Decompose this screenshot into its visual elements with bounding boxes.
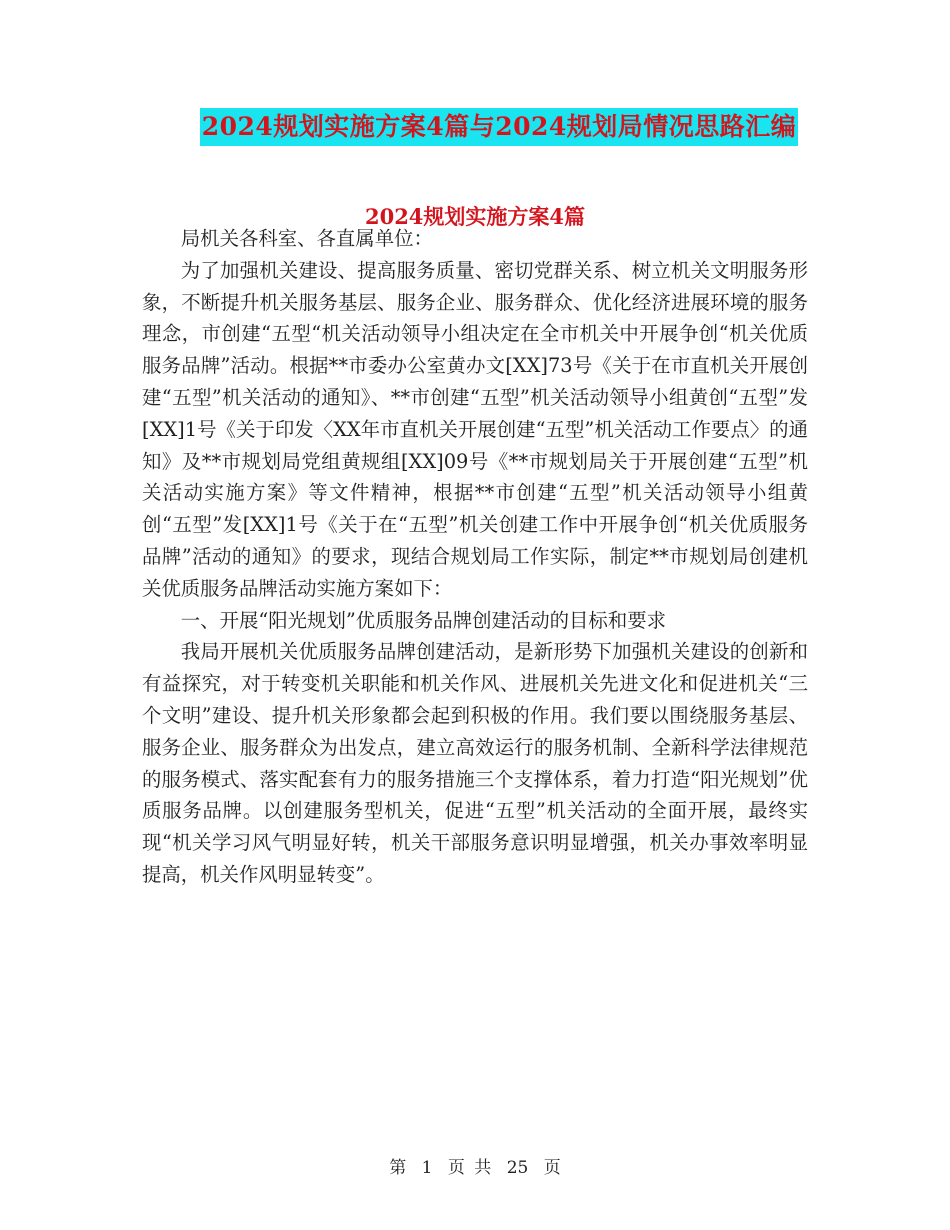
footer-suffix: 页: [543, 1158, 561, 1178]
salutation: 局机关各科室、各直属单位：: [180, 227, 433, 250]
main-title-container: [0, 108, 950, 146]
paragraph-intro: 为了加强机关建设、提高服务质量、密切党群关系、树立机关文明服务形象，不断提升机关服务基层、服务企业、服务群众、优化经济进展环境的服务理念，市创建“五型“机关活动领导小组决定在全市机关中开展争创“机关优质服务品牌”活动。根据**市委办公室黄办文[XX]73号《关于在市直机关开展创建“五型”机关活动的通知》、**市创建“五型”机关活动领导小组黄创“五型”发[XX]1号《关于印发〈XX年市直机关开展创建“五型”机关活动工作要点〉的通知》及**市规划局党组黄规组[XX]09号《**市规划局关于开展创建“五型”机关活动实施方案》等文件精神，根据**市创建“五型”机关活动领导小组黄创“五型”发[XX]1号《关于在“五型”机关创建工作中开展争创“机关优质服务品牌”活动的通知》的要求，现结合规划局工作实际，制定**市规划局创建机关优质服务品牌活动实施方案如下：: [142, 258, 808, 600]
page-footer: [0, 1153, 950, 1178]
section-title: 2024规划实施方案4篇: [364, 204, 586, 229]
footer-mid: 页 共: [447, 1158, 492, 1178]
footer-total-pages: 25: [506, 1158, 529, 1178]
paragraph-goals: 我局开展机关优质服务品牌创建活动，是新形势下加强机关建设的创新和有益探究，对于转变机关职能和机关作风、进展机关先进文化和促进机关“三个文明”建设、提升机关形象都会起到积极的作用。我们要以围绕服务基层、服务企业、服务群众为出发点，建立高效运行的服务机制、全新科学法律规范的服务模式、落实配套有力的服务措施三个支撑体系，着力打造“阳光规划”优质服务品牌。以创建服务型机关，促进“五型”机关活动的全面开展，最终实现“机关学习风气明显好转，机关干部服务意识明显增强，机关办事效率明显提高，机关作风明显转变”。: [142, 640, 808, 886]
section-heading-1: 一、开展“阳光规划”优质服务品牌创建活动的目标和要求: [180, 608, 666, 632]
document-body: [142, 223, 808, 891]
main-title: 2024规划实施方案4篇与2024规划局情况思路汇编: [200, 108, 799, 146]
footer-prefix: 第: [389, 1158, 407, 1178]
footer-current-page: 1: [421, 1158, 433, 1178]
